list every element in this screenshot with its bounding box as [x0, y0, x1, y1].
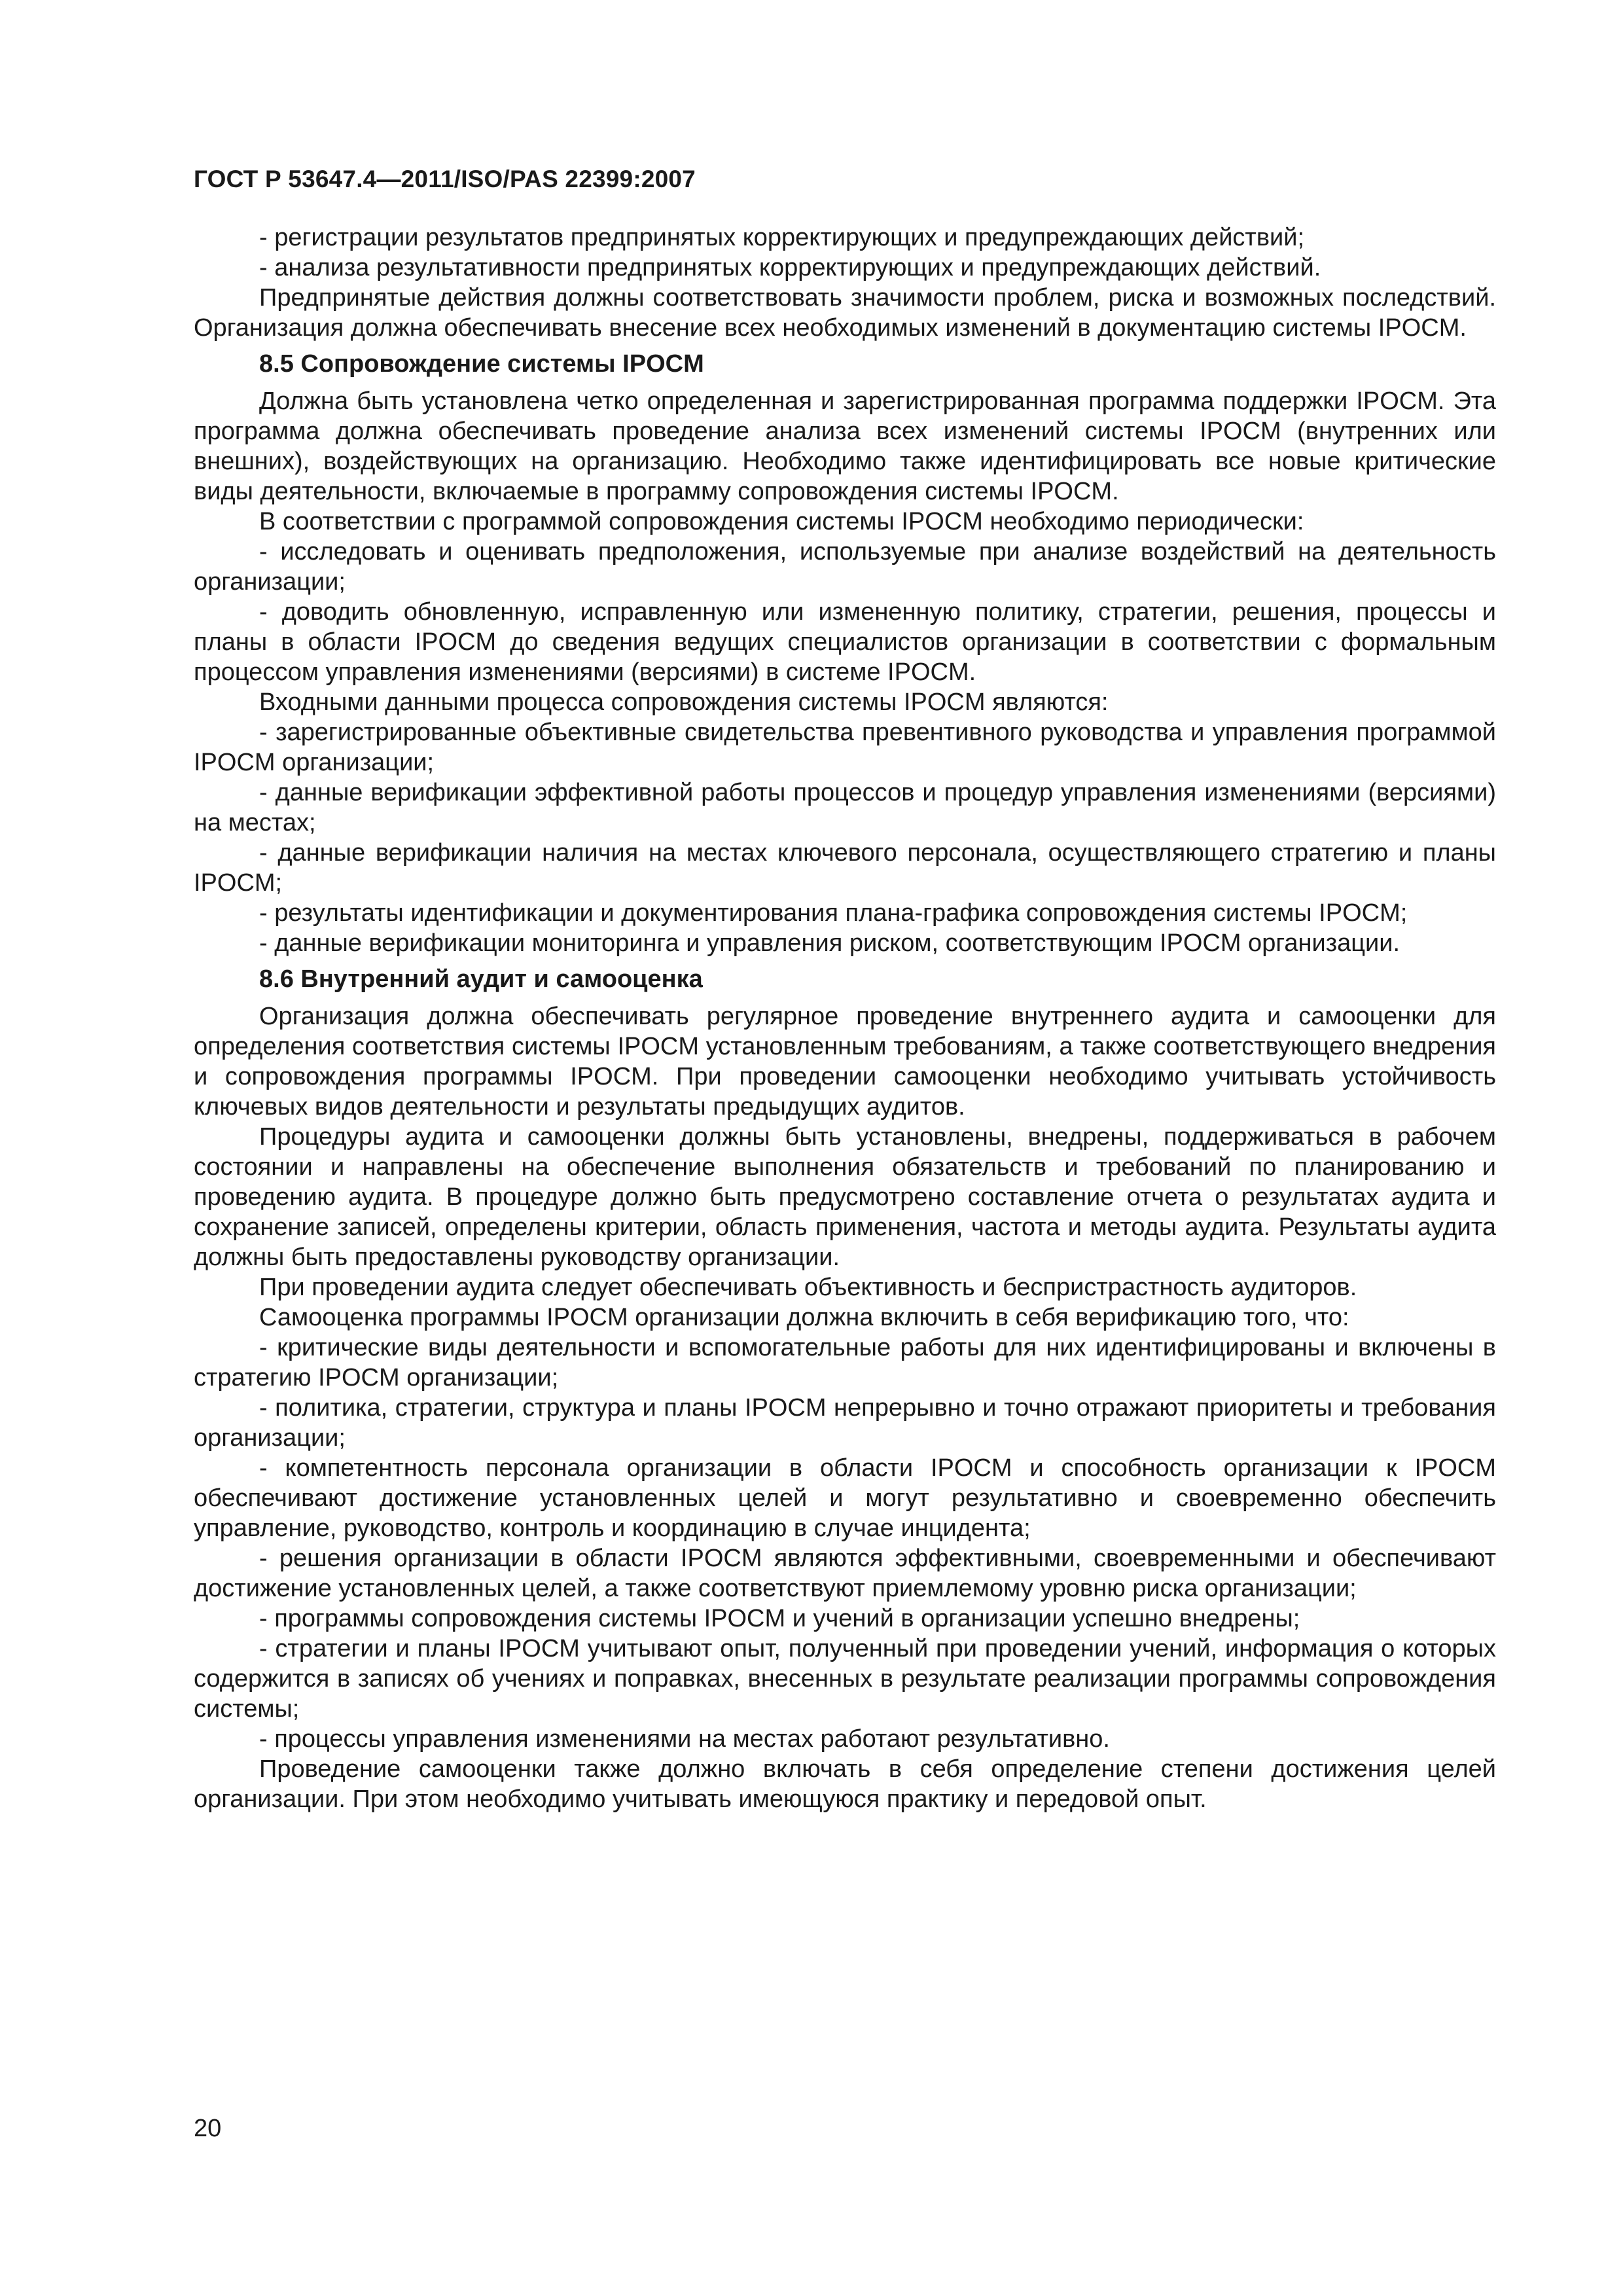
paragraph: В соответствии с программой сопровождения системы IPOCM необходимо периодически:	[259, 508, 1304, 535]
list-item: - решения организации в области IPOCM являются эффективными, своевременными и обеспечивают достижение установленных целей, а также соответствуют приемлемому уровню риска организации;	[194, 1545, 1496, 1602]
paragraph: Должна быть установлена четко определенная и зарегистрированная программа поддержки IPOCM. Эта программа должна обеспечивать проведение анализа всех изменений системы IPOCM (внутренних или внешних), воздействующих на организацию. Необходимо также идентифицировать все новые критические виды деятельности, включаемые в программу сопровождения системы IPOCM.	[194, 387, 1496, 505]
paragraph: Проведение самооценки также должно включать в себя определение степени достижения целей организации. При этом необходимо учитывать имеющуюся практику и передовой опыт.	[194, 1755, 1496, 1813]
list-item: - компетентность персонала организации в области IPOCM и способность организации к IPOCM обеспечивают достижение установленных целей и могут результативно и своевременно обеспечить управление, руководство, контроль и координацию в случае инцидента;	[194, 1454, 1496, 1542]
list-item: - политика, стратегии, структура и планы IPOCM непрерывно и точно отражают приоритеты и требования организации;	[194, 1394, 1496, 1452]
document-designation-header: ГОСТ Р 53647.4—2011/ISO/PAS 22399:2007	[194, 166, 696, 192]
list-item: - доводить обновленную, исправленную или измененную политику, стратегии, решения, процессы и планы в области IPOCM до сведения ведущих специалистов организации в соответствии с формальным процессом управления изменениями (версиями) в системе IPOCM.	[194, 598, 1496, 686]
section-heading-8-5: 8.5 Сопровождение системы IPOCM	[259, 350, 704, 378]
paragraph: Процедуры аудита и самооценки должны быть установлены, внедрены, поддерживаться в рабочем состоянии и направлены на обеспечение выполнения обязательств и требований по планированию и проведению аудита. В процедуре должно быть предусмотрено составление отчета о результатах аудита и сохранение записей, определены критерии, область применения, частота и методы аудита. Результаты аудита должны быть предоставлены руководству организации.	[194, 1123, 1496, 1271]
paragraph: Организация должна обеспечивать регулярное проведение внутреннего аудита и самооценки для определения соответствия системы IPOCM установленным требованиям, а также соответствующего внедрения и сопровождения программы IPOCM. При проведении самооценки необходимо учитывать устойчивость ключевых видов деятельности и результаты предыдущих аудитов.	[194, 1003, 1496, 1121]
list-item: - данные верификации эффективной работы процессов и процедур управления изменениями (версиями) на местах;	[194, 779, 1496, 836]
paragraph: Самооценка программы IPOCM организации должна включить в себя верификацию того, что:	[259, 1304, 1349, 1331]
list-item: - критические виды деятельности и вспомогательные работы для них идентифицированы и включены в стратегию IPOCM организации;	[194, 1334, 1496, 1391]
page-number: 20	[194, 2115, 222, 2142]
paragraph: Входными данными процесса сопровождения системы IPOCM являются:	[259, 689, 1109, 716]
list-item: - данные верификации мониторинга и управления риском, соответствующим IPOCM организации.	[259, 929, 1400, 957]
page-body	[194, 223, 1496, 1814]
list-item: - стратегии и планы IPOCM учитывают опыт, полученный при проведении учений, информация о которых содержится в записях об учениях и поправках, внесенных в результате реализации программы сопровождения системы;	[194, 1635, 1496, 1723]
list-item: - процессы управления изменениями на местах работают результативно.	[259, 1725, 1110, 1753]
paragraph: - регистрации результатов предпринятых корректирующих и предупреждающих действий;	[259, 224, 1305, 251]
list-item: - данные верификации наличия на местах ключевого персонала, осуществляющего стратегию и планы IPOCM;	[194, 839, 1496, 897]
list-item: - исследовать и оценивать предположения, используемые при анализе воздействий на деятельность организации;	[194, 538, 1496, 596]
list-item: - программы сопровождения системы IPOCM и учений в организации успешно внедрены;	[259, 1605, 1300, 1632]
section-heading-8-6: 8.6 Внутренний аудит и самооценка	[259, 965, 703, 993]
list-item: - результаты идентификации и документирования плана-графика сопровождения системы IPOCM;	[259, 899, 1408, 927]
list-item: - зарегистрированные объективные свидетельства превентивного руководства и управления программой IPOCM организации;	[194, 719, 1496, 776]
paragraph: - анализа результативности предпринятых корректирующих и предупреждающих действий.	[259, 254, 1321, 281]
paragraph: Предпринятые действия должны соответствовать значимости проблем, риска и возможных последствий. Организация должна обеспечивать внесение всех необходимых изменений в документацию системы IPOCM.	[194, 284, 1496, 342]
paragraph: При проведении аудита следует обеспечивать объективность и беспристрастность аудиторов.	[259, 1274, 1357, 1301]
